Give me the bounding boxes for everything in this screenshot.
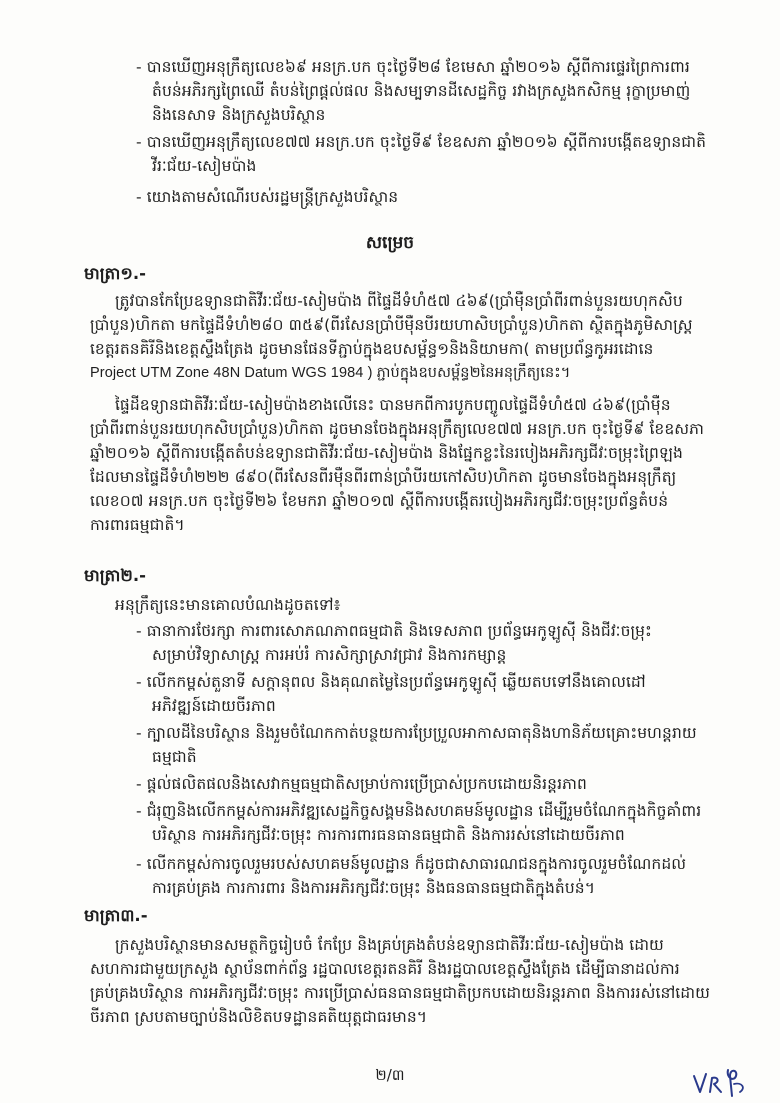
preamble-1-line-3: និងនេសាទ និងក្រសួងបរិស្ថាន — [152, 106, 326, 124]
preamble-1-line-1: - បានឃើញអនុក្រឹត្យលេខ៦៩ អនក្រ.បក ចុះថ្ងៃទី២៨ ខែមេសា ឆ្នាំ២០១៦ ស្តីពីការផ្ទេរព្រៃការពារ — [136, 58, 690, 76]
article-2-bullet-5-line-2: បរិស្ថាន ការអភិរក្សជីវៈចម្រុះ ការការពារធនធានធម្មជាតិ និងការរស់នៅដោយចីរភាព — [152, 826, 625, 844]
article-3-p1-line-2: សហការជាមួយក្រសួង ស្ថាប័នពាក់ព័ន្ធ រដ្ឋបាលខេត្តរតនគិរី និងរដ្ឋបាលខេត្តស្ទឹងត្រែង ដើម្បីធានាដល់ការ — [90, 960, 680, 978]
article-1-p1-line-4: Project UTM Zone 48N Datum WGS 1984 ) ភ្ជាប់ក្នុងឧបសម្ព័ន្ធ២នៃអនុក្រឹត្យនេះ។ — [90, 365, 571, 381]
article-2-bullet-4-line-1: - ផ្តល់ផលិតផលនិងសេវាកម្មធម្មជាតិសម្រាប់ការប្រើប្រាស់ប្រកបដោយនិរន្តរភាព — [136, 775, 587, 793]
article-1-p2-line-1: ផ្ទៃដីឧទ្យានជាតិវីរៈជ័យ-សៀមប៉ាងខាងលើនេះ បានមកពីការបូកបញ្ចូលផ្ទៃដីទំហំ៥៧ ៤៦៩(ប្រាំមុឺន — [115, 396, 671, 414]
article-1-p1-line-1: ត្រូវបានកែប្រែឧទ្យានជាតិវីរៈជ័យ-សៀមប៉ាង ពីផ្ទៃដីទំហំ៥៧ ៤៦៩(ប្រាំមុឺនប្រាំពីរពាន់បួនរយហុកសិប — [115, 292, 683, 310]
article-3-p1-line-1: ក្រសួងបរិស្ថានមានសមត្ថកិច្ចរៀបចំ កែប្រែ និងគ្រប់គ្រងតំបន់ឧទ្យានជាតិវីរៈជ័យ-សៀមប៉ាង ដោយ — [115, 936, 664, 954]
article-2-bullet-2-line-2: អភិវឌ្ឍន៍ដោយចីរភាព — [152, 697, 276, 715]
preamble-1-line-2: តំបន់អភិរក្សព្រៃឈើ តំបន់ព្រៃផ្តល់ផល និងសម្បទានដីសេដ្ឋកិច្ច រវាងក្រសួងកសិកម្ម រុក្ខាប្រមាញ់ — [152, 82, 691, 100]
article-2-bullet-3-line-1: - ក្បាលដីនៃបរិស្ថាន និងរួមចំណែកកាត់បន្ថយការប្រែប្រួលអាកាសធាតុនិងហានិភ័យគ្រោះមហន្តរាយ — [136, 724, 697, 742]
article-2-bullet-2-line-1: - លើកកម្ពស់តួនាទី សក្តានុពល និងគុណតម្លៃនៃប្រព័ន្ធអេកូឡូស៊ី ឆ្លើយតបទៅនឹងគោលដៅ — [136, 673, 646, 691]
article-3-p1-line-3: គ្រប់គ្រងបរិស្ថាន ការអភិរក្សជីវៈចម្រុះ ការប្រើប្រាស់ធនធានធម្មជាតិប្រកបដោយនិរន្តរភាព និងការរស់នៅដោយ — [90, 984, 710, 1002]
preamble-2-line-2: វីរៈជ័យ-សៀមប៉ាង — [152, 157, 257, 175]
article-2-bullet-3-line-2: ធម្មជាតិ — [152, 748, 197, 766]
preamble-2-line-1: - បានឃើញអនុក្រឹត្យលេខ៧៧ អនក្រ.បក ចុះថ្ងៃទី៩ ខែឧសភា ឆ្នាំ២០១៦ ស្តីពីការបង្កើតឧទ្យានជាតិ — [136, 133, 707, 151]
article-1-p2-line-3: ឆ្នាំ២០១៦ ស្តីពីការបង្កើតតំបន់ឧទ្យានជាតិវីរៈជ័យ-សៀមប៉ាង និងផ្នែកខ្លះនៃរបៀងអភិរក្សជីវៈចម្រុះព្រៃឡង — [90, 444, 683, 462]
article-2-bullet-6-line-1: - លើកកម្ពស់ការចូលរួមរបស់សហគមន៍មូលដ្ឋាន ក៏ដូចជាសាធារណជនក្នុងការចូលរួមចំណែកដល់ — [136, 855, 687, 873]
article-1-title: មាត្រា១.- — [84, 264, 146, 283]
article-1-p2-line-5: លេខ០៧ អនក្រ.បក ចុះថ្ងៃទី២៦ ខែមករា ឆ្នាំ២០១៧ ស្តីពីការបង្កើតរបៀងអភិរក្សជីវៈចម្រុះប្រព័ន្ធតំបន់ — [90, 492, 669, 510]
article-1-p1-line-3: ខេត្តរតនគិរីនិងខេត្តស្ទឹងត្រែង ដូចមានផែនទីភ្ជាប់ក្នុងឧបសម្ព័ន្ធ១និងនិយាមកា( តាមប្រព័ន្ធកូអរដោនេ — [90, 340, 654, 358]
preamble-3-line-1: - យោងតាមសំណើរបស់រដ្ឋមន្ត្រីក្រសួងបរិស្ថាន — [136, 188, 399, 206]
article-3-p1-line-4: ចីរភាព ស្របតាមច្បាប់និងលិខិតបទដ្ឋានគតិយុត្តជាធរមាន។ — [90, 1008, 428, 1026]
article-1-p1-line-2: ប្រាំបួន)ហិកតា មកផ្ទៃដីទំហំ២៨០ ៣៥៩(ពីរសែនប្រាំបីមុឺនបីរយហាសិបប្រាំបួន)ហិកតា ស្ថិតក្នុងភូមិសាស្ត្រ — [90, 316, 693, 334]
article-2-bullet-1-line-1: - ធានាការថែរក្សា ការពារសោភណភាពធម្មជាតិ និងទេសភាព ប្រព័ន្ធអេកូឡូស៊ី និងជីវៈចម្រុះ — [136, 622, 652, 640]
article-2-bullet-6-line-2: ការគ្រប់គ្រង ការការពារ និងការអភិរក្សជីវៈចម្រុះ និងធនធានធម្មជាតិក្នុងតំបន់។ — [152, 879, 596, 897]
article-2-title: មាត្រា២.- — [84, 566, 146, 585]
article-3-title: មាត្រា៣.- — [84, 906, 148, 925]
article-2-intro: អនុក្រឹត្យនេះមានគោលបំណងដូចតទៅ៖ — [115, 596, 341, 614]
article-2-bullet-5-line-1: - ជំរុញនិងលើកកម្ពស់ការអភិវឌ្ឍសេដ្ឋកិច្ចសង្គមនិងសហគមន៍មូលដ្ឋាន ដើម្បីរួមចំណែកក្នុងកិច្ចគាំពារ — [136, 802, 702, 820]
article-1-p2-line-6: ការពារធម្មជាតិ។ — [90, 516, 185, 534]
article-1-p2-line-4: ដែលមានផ្ទៃដីទំហំ២២២ ៨៩០(ពីរសែនពីរមុឺនពីរពាន់ប្រាំបីរយកៅសិប)ហិកតា ដូចមានចែងក្នុងអនុក្រឹត្យ — [90, 468, 677, 486]
page-number: ២/៣ — [375, 1066, 405, 1084]
article-1-p2-line-2: ប្រាំពីរពាន់បួនរយហុកសិបប្រាំបួន)ហិកតា ដូចមានចែងក្នុងអនុក្រឹត្យលេខ៧៧ អនក្រ.បក ចុះថ្ងៃទី៩ ខែឧសភា — [90, 420, 705, 438]
signature-initials — [690, 1064, 750, 1100]
decision-heading: សម្រេច — [365, 233, 415, 253]
article-2-bullet-1-line-2: សម្រាប់វិទ្យាសាស្ត្រ ការអប់រំ ការសិក្សាស្រាវជ្រាវ និងការកម្សាន្ត — [152, 646, 507, 664]
